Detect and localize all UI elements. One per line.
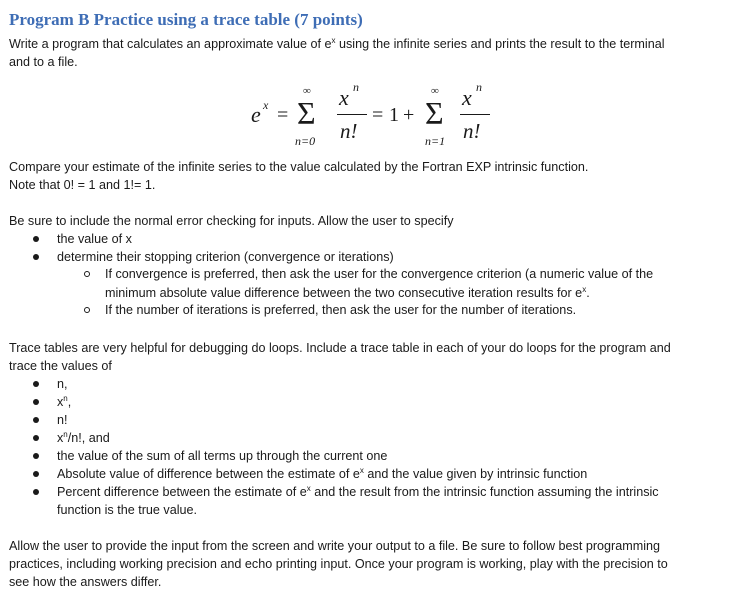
eq-sum1-upper: ∞ [303,85,311,97]
abs-diff-text-a: Absolute value of difference between the estimate of e [57,467,360,481]
trace-bullet-xn [57,393,71,411]
trace-bullet-term [57,429,110,447]
eq-fraction-bar-1 [337,114,367,115]
eq-sum2-upper: ∞ [431,85,439,97]
eq-lhs-base: e [251,102,261,127]
eq-numerator-2-exp: n [476,80,482,94]
bullet-dot [33,435,39,441]
compare-line-1: Compare your estimate of the infinite series to the value calculated by the Fortran EXP intrinsic function. [9,160,589,174]
eq-denominator-2: n! [463,119,481,143]
xn-superscript: n [63,394,68,403]
sub-bullet-circle [84,271,90,277]
trace-bullet-abs-diff [57,465,587,483]
sub1-superscript: x [582,285,587,294]
eq-lhs-exp: x [263,98,269,112]
pct-diff-text-b: and the result from the intrinsic function assuming the intrinsic [310,485,659,499]
eq-denominator-1: n! [340,119,358,143]
pct-diff-text-a: Percent difference between the estimate of e [57,485,307,499]
term-superscript: n [63,430,68,439]
bullet-dot [33,236,39,242]
trace-bullet-sum: the value of the sum of all terms up through the current one [57,449,388,463]
trace-bullet-n: n, [57,377,68,391]
eq-equals-1: = [277,104,289,126]
inputs-bullet-2: determine their stopping criterion (convergence or iterations) [57,250,394,264]
sub-bullet-circle [84,307,90,313]
trace-line-1: Trace tables are very helpful for debugging do loops. Include a trace table in each of your do loops for the program and [9,341,671,355]
abs-diff-text-b: and the value given by intrinsic function [363,467,588,481]
trace-bullet-nfact: n! [57,413,68,427]
intro-line-1 [9,35,665,53]
bullet-dot [33,381,39,387]
trace-line-2: trace the values of [9,359,112,373]
eq-sum2-lower: n=1 [425,134,446,148]
term-base: x [57,431,64,445]
inputs-sub-1-line-2 [105,284,590,302]
inputs-sub-1-line-1: If convergence is preferred, then ask the user for the convergence criterion (a numeric value of the [105,267,654,281]
intro-text-a: Write a program that calculates an approximate value of e [9,37,332,51]
inputs-sub-2: If the number of iterations is preferred, then ask the user for the number of iterations. [105,303,577,317]
inputs-bullet-1: the value of x [57,232,132,246]
pct-diff-superscript: x [306,484,311,493]
inputs-intro: Be sure to include the normal error checking for inputs. Allow the user to specify [9,214,454,228]
eq-sigma-2: Σ [425,95,444,131]
closing-line-3: see how the answers differ. [9,575,162,589]
xn-base: x [57,395,64,409]
closing-line-1: Allow the user to provide the input from the screen and write your output to a file. Be sure to follow best programming [9,539,661,553]
bullet-dot [33,489,39,495]
term-tail: /n!, and [67,431,110,445]
bullet-dot [33,254,39,260]
bullet-dot [33,453,39,459]
eq-numerator-1-exp: n [353,80,359,94]
intro-text-b: using the infinite series and prints the result to the terminal [335,37,665,51]
trace-bullet-pct-diff-line-2: function is the true value. [57,503,198,517]
abs-diff-superscript: x [359,466,364,475]
eq-plus: + [403,104,415,126]
eq-numerator-1: x [339,85,349,110]
assignment-title: Program B Practice using a trace table (7 points) [9,10,363,29]
eq-equals-2: = [372,104,384,126]
bullet-dot [33,471,39,477]
eq-numerator-2: x [462,85,472,110]
intro-line-2: and to a file. [9,55,78,69]
bullet-dot [33,399,39,405]
eq-fraction-bar-2 [460,114,490,115]
trace-bullet-pct-diff [57,483,659,501]
sub1-text-b: . [586,286,590,300]
eq-one: 1 [389,104,399,126]
bullet-dot [33,417,39,423]
eq-sum1-lower: n=0 [295,134,316,148]
sub1-text-a: minimum absolute value difference between the two consecutive iteration results for e [105,286,583,300]
compare-line-2: Note that 0! = 1 and 1!= 1. [9,178,156,192]
intro-superscript: x [331,36,336,45]
eq-sigma-1: Σ [297,95,316,131]
xn-tail: , [67,395,72,409]
closing-line-2: practices, including working precision and echo printing input. Once your program is working, play with the precision to [9,557,668,571]
